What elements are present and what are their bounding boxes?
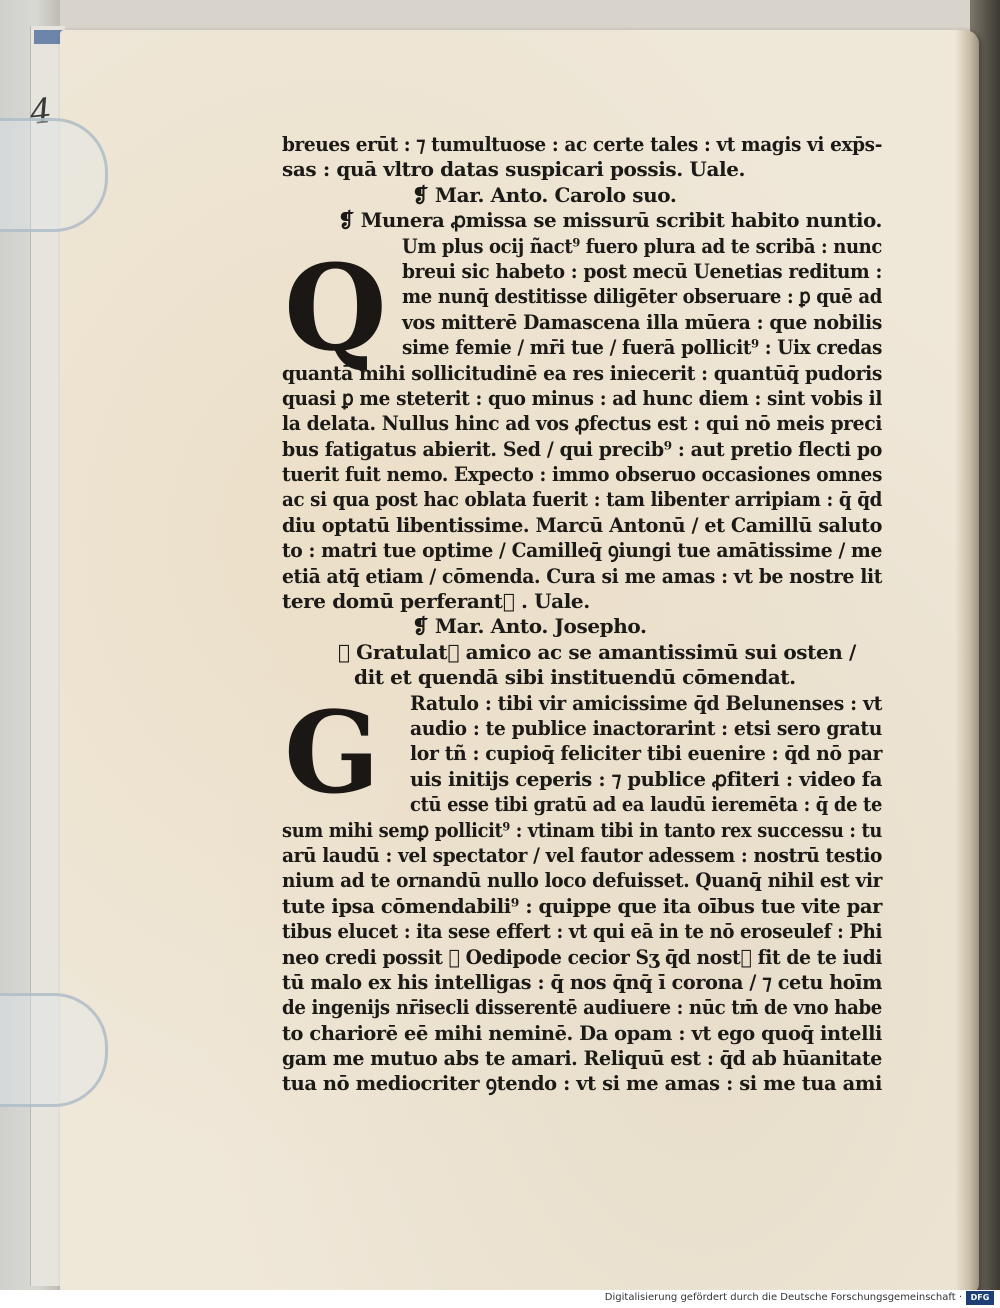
text-line: breues erūt : ⁊ tumultuose : ac certe tales : vt magis vi exp̄s- (282, 132, 882, 156)
text-line: quasi ꝑ me steterit : quo minus : ad hunc diem : sint vobis il (282, 385, 882, 410)
text-line: tute ipsa cōmendabili⁹ : quippe que ita oībus tue vite par (282, 893, 882, 918)
letter-text (282, 132, 882, 1097)
text-line: gam me mutuo abs te amari. Reliquū est : q̄d ab hūanitate (282, 1046, 882, 1071)
page-curl-shadow (955, 30, 979, 1292)
text-line: to : matri tue optime / Camilleq̄ ꝯiungi tue amātissime / me (282, 538, 882, 563)
text-line: audio : te publice inactorarint : etsi sero gratu (410, 715, 882, 740)
letter-heading: ❡ Mar. Anto. Carolo suo. (412, 182, 677, 207)
text-line: quantā mihi sollicitudinē ea res iniecerit : quantūq̄ pudoris (282, 360, 882, 385)
folio-mark: 4 (27, 90, 54, 134)
text-line: to chariorē eē mihi neminē. Da opam : vt ego quoq̄ intelli (282, 1020, 882, 1045)
text-line: arū laudū : vel spectator / vel fautor adessem : nostrū testio (282, 842, 882, 867)
page-clip-top (0, 118, 108, 232)
text-line: diu optatū libentissime. Marcū Antonū / et Camillū saluto (282, 512, 882, 537)
dfg-credit: Digitalisierung gefördert durch die Deutsche Forschungsgemeinschaft · (604, 1292, 962, 1303)
text-line: de ingenijs nr̄isecli disserentē audiuere : nūc tm̄ de vno habe (282, 995, 882, 1020)
text-line: Um plus ocij ñact⁹ fuero plura ad te scribā : nunc (402, 233, 882, 258)
text-line: sas : quā vltro datas suspicari possis. Uale. (282, 157, 746, 182)
text-line: tere domū perferant᷑ . Uale. (282, 589, 590, 614)
text-line: breui sic habeto : post mecū Uenetias reditum : (402, 258, 882, 283)
decorated-initial-g: G (284, 688, 380, 819)
text-line: me nunq̄ destitisse diligēter obseruare : ꝑ quē ad (402, 284, 882, 309)
text-line: ctū esse tibi gratū ad ea laudū ieremēta : q̄ de te (410, 792, 882, 817)
text-line: neo credi possit ⁊ Oedipode cecior Sʒ q̄d nost᷑ fit de te iudi (282, 944, 882, 969)
text-line: tuerit fuit nemo. Expecto : immo obseruo occasiones omnes (282, 462, 882, 487)
text-line: tibus elucet : ita sese effert : vt qui eā in te nō eroseulef : Phi (282, 919, 882, 944)
text-line: bus fatigatus abierit. Sed / qui precib⁹ : aut pretio flecti po (282, 436, 882, 461)
text-line: ac si qua post hac oblata fuerit : tam libenter arripiam : q̄ q̄d (282, 487, 882, 512)
text-line: tū malo ex his intelligas : q̄ nos q̄nq̄ ī corona / ⁊ cetu hoīm (282, 969, 882, 994)
text-line: la delata. Nullus hinc ad vos ꝓfectus est : qui nō meis preci (282, 411, 882, 436)
letter-summary: ❡ Gratulat᷑ amico ac se amantissimū sui osten / (338, 639, 856, 664)
text-line: Ratulo : tibi vir amicissime q̄d Belunenses : vt (410, 690, 882, 715)
page-clip-bottom (0, 993, 108, 1107)
text-line: sum mihi semꝑ pollicit⁹ : vtinam tibi in tanto rex successu : tu (282, 817, 882, 842)
text-line: nium ad te ornandū nullo loco defuisset. Quanq̄ nihil est vir (282, 868, 882, 893)
decorated-initial-q: Q (284, 238, 387, 377)
letter-heading: ❡ Mar. Anto. Josepho. (412, 614, 647, 639)
text-line: vos mitterē Damascena illa mūera : que nobilis (402, 309, 882, 334)
letter-summary: dit et quendā sibi instituendū cōmendat. (354, 665, 796, 690)
text-line: lor tñ : cupioq̄ feliciter tibi euenire : q̄d nō par (410, 741, 882, 766)
text-line: etiā atq̄ etiam / cōmenda. Cura si me amas : vt be nostre lit (282, 563, 882, 588)
letter-summary: ❡ Munera ꝓmissa se missurū scribit habito nuntio. (338, 208, 882, 233)
text-line: uis initijs ceperis : ⁊ publice ꝓfiteri : video fa (410, 766, 882, 791)
text-line: sime femie / mr̄i tue / fuerā pollicit⁹ : Uix credas (402, 335, 882, 360)
dfg-logo: DFG (966, 1291, 994, 1305)
text-line: tua nō mediocriter ꝯtendo : vt si me amas : si me tua ami (282, 1071, 882, 1096)
